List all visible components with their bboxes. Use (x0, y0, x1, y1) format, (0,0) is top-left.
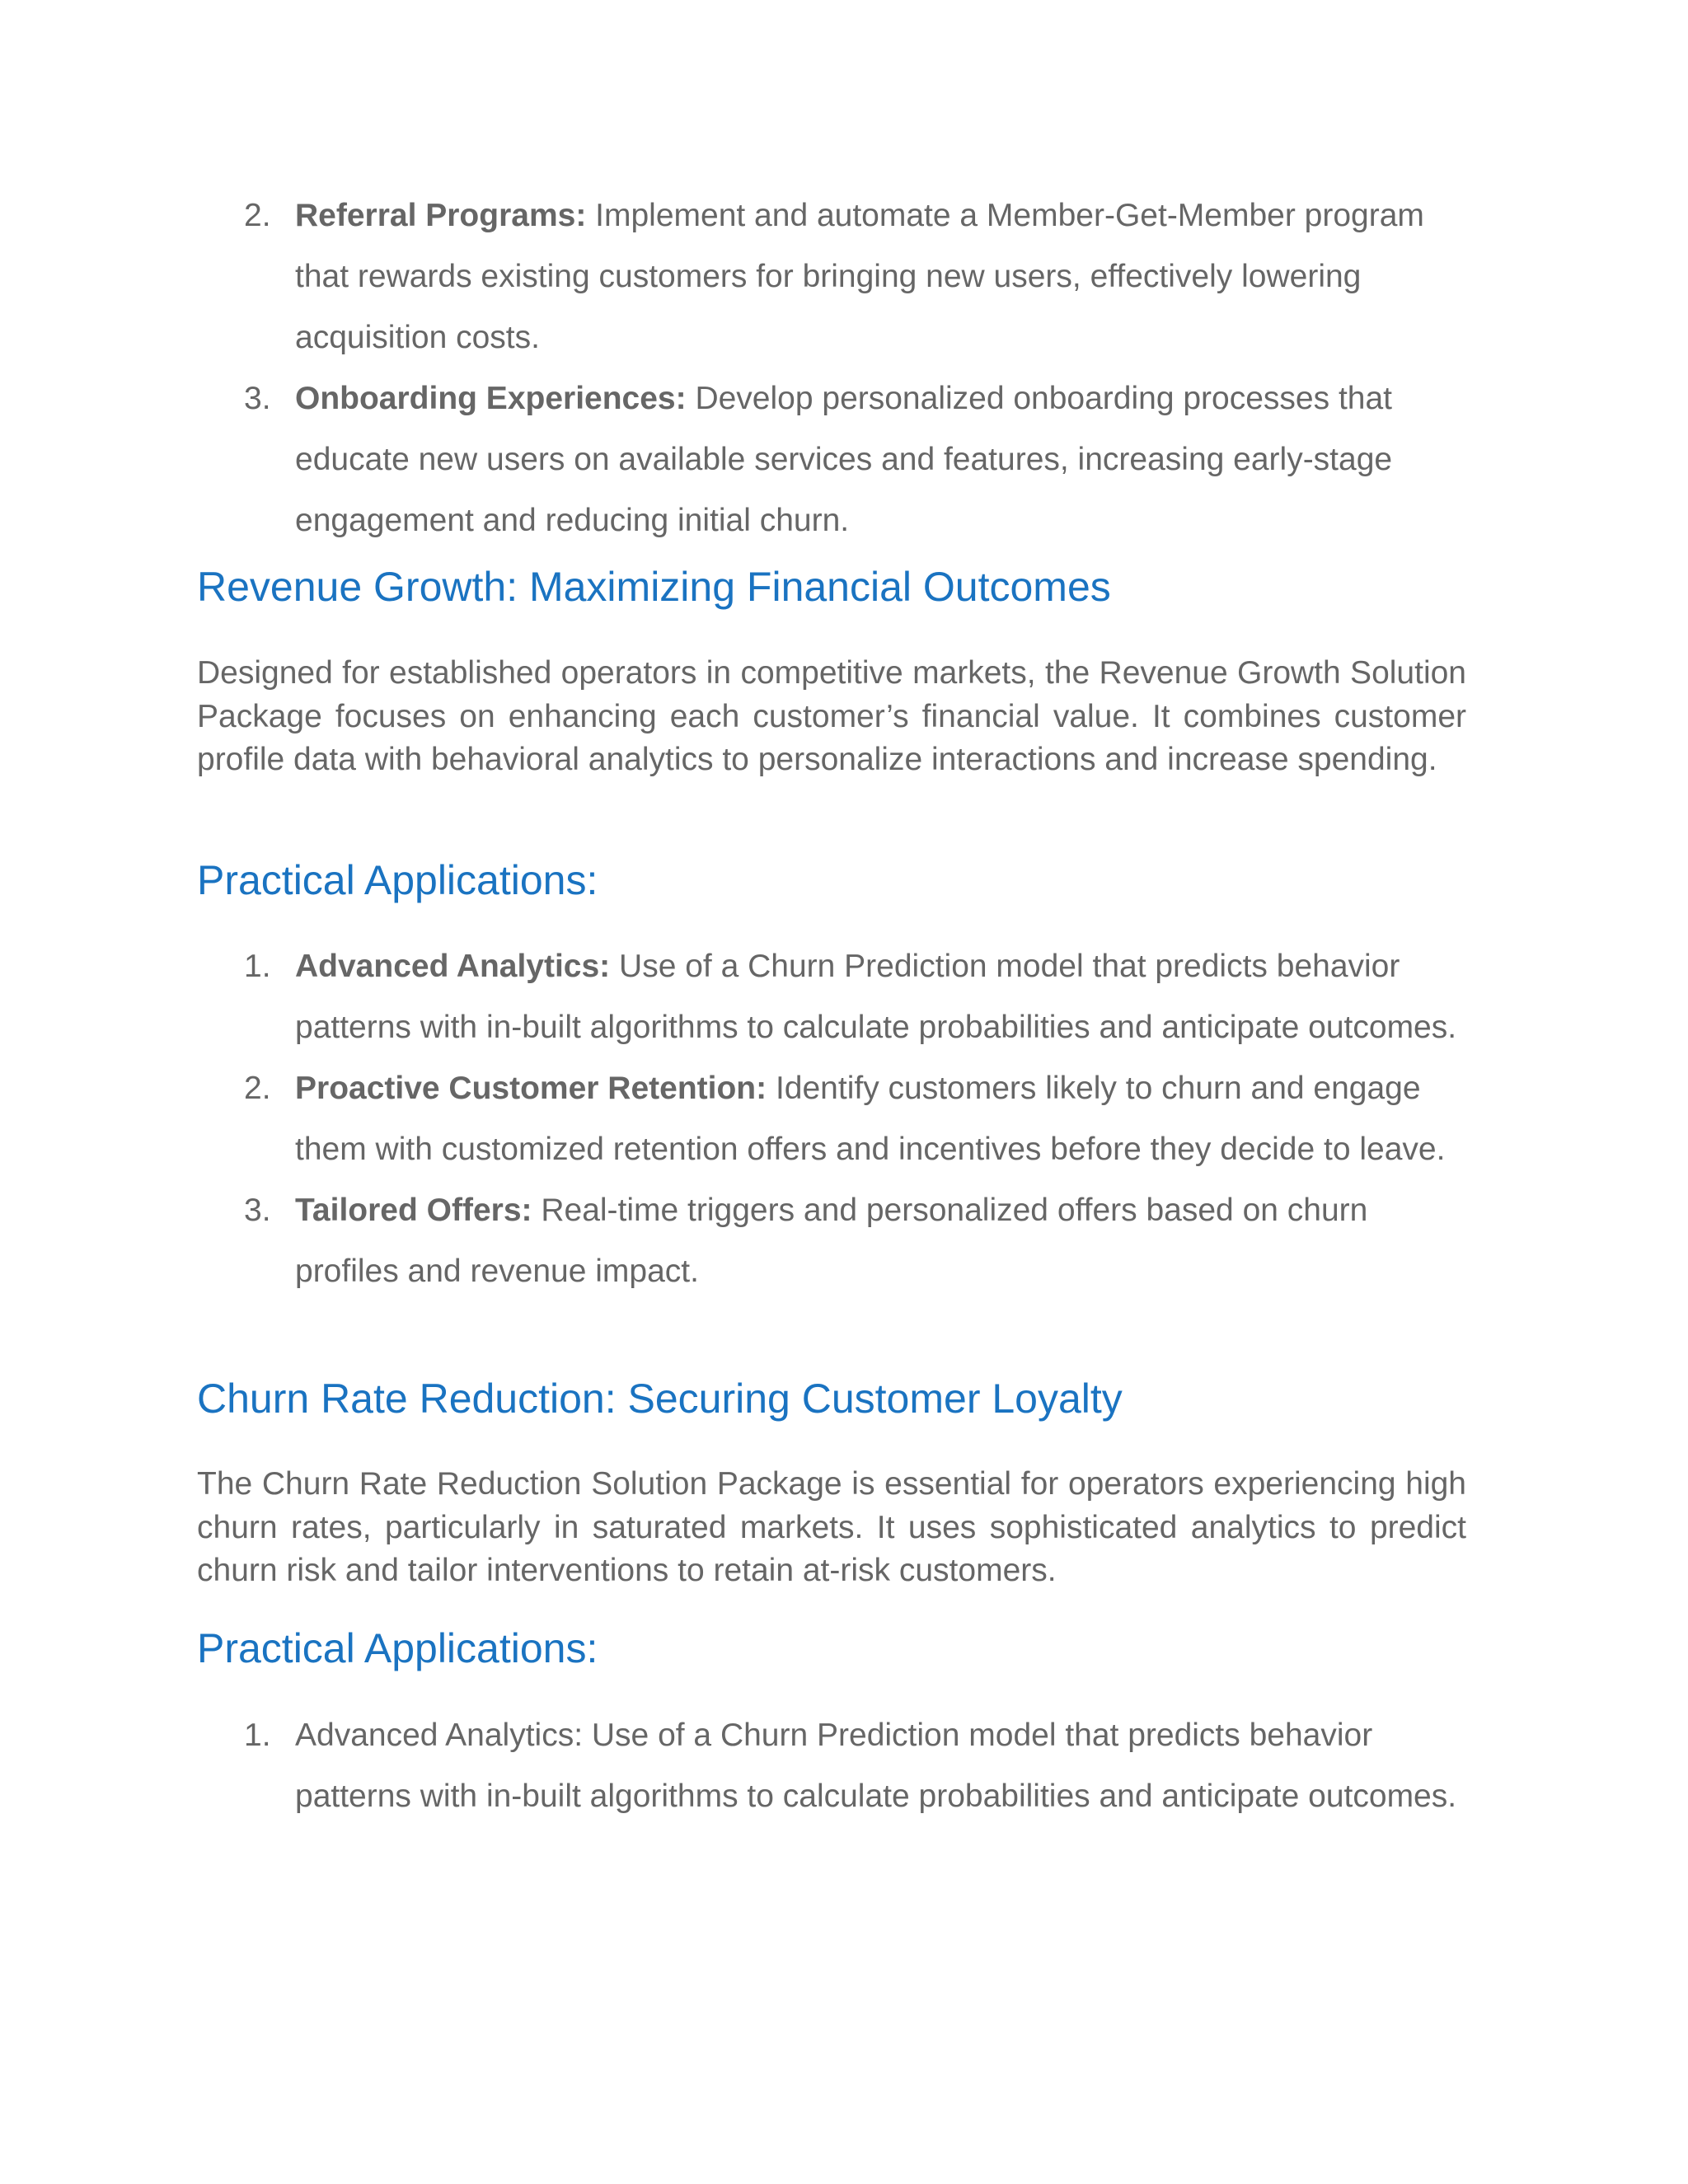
list-item-title: Proactive Customer Retention: (295, 1071, 767, 1106)
list-item-text: Advanced Analytics: Use of a Churn Prediction model that predicts behavior patterns with in-built algorithms to calculate probabilities and anticipate outcomes. (295, 1718, 1457, 1814)
subheading-practical-applications: Practical Applications: (197, 1625, 598, 1671)
list-item (0, 1705, 1474, 1827)
list-item-number: 3. (244, 381, 271, 416)
numbered-list-top (0, 185, 1688, 551)
list-item-title: Onboarding Experiences: (295, 381, 687, 416)
list-item-text: Identify customers likely to churn and engage them with customized retention offers and incentives before they decide to leave. (295, 1071, 1446, 1167)
list-item-number: 1. (244, 949, 271, 984)
list-item (0, 936, 1474, 1058)
list-item-text: Use of a Churn Prediction model that predicts behavior patterns with in-built algorithms to calculate probabilities and anticipate outcomes. (295, 949, 1457, 1045)
list-item (0, 1180, 1474, 1302)
list-item (0, 1058, 1474, 1180)
list-item-title: Advanced Analytics: (295, 949, 611, 984)
section-heading-churn-reduction: Churn Rate Reduction: Securing Customer Loyalty (197, 1376, 1123, 1422)
list-item-text: Develop personalized onboarding processes that educate new users on available services and features, increasing early-stage engagement and reducing initial churn. (295, 381, 1393, 538)
numbered-list-churn-applications (0, 1705, 1688, 1827)
section-paragraph-revenue-growth: Designed for established operators in competitive markets, the Revenue Growth Solution Package focuses on enhancing each customer’s financial value. It combines customer profile data with behavioral analytics to personalize interactions and increase spending. (197, 655, 1466, 777)
list-item-title: Referral Programs: (295, 198, 587, 233)
section-heading-revenue-growth: Revenue Growth: Maximizing Financial Outcomes (197, 564, 1111, 610)
list-item-number: 2. (244, 1071, 271, 1106)
list-item-number: 2. (244, 198, 271, 233)
section-paragraph-churn-reduction: The Churn Rate Reduction Solution Package is essential for operators experiencing high churn rates, particularly in saturated markets. It uses sophisticated analytics to predict churn risk and tailor interventions to retain at-risk customers. (197, 1466, 1466, 1588)
list-item (0, 185, 1474, 368)
list-item-title: Tailored Offers: (295, 1193, 532, 1228)
list-item-number: 3. (244, 1193, 271, 1228)
subheading-practical-applications: Practical Applications: (197, 857, 598, 903)
list-item-text: Real-time triggers and personalized offers based on churn profiles and revenue impact. (295, 1193, 1368, 1289)
list-item-text: Implement and automate a Member-Get-Member program that rewards existing customers for bringing new users, effectively lowering acquisition costs. (295, 198, 1424, 355)
numbered-list-revenue-applications (0, 936, 1688, 1302)
list-item-number: 1. (244, 1718, 271, 1753)
list-item (0, 368, 1474, 551)
